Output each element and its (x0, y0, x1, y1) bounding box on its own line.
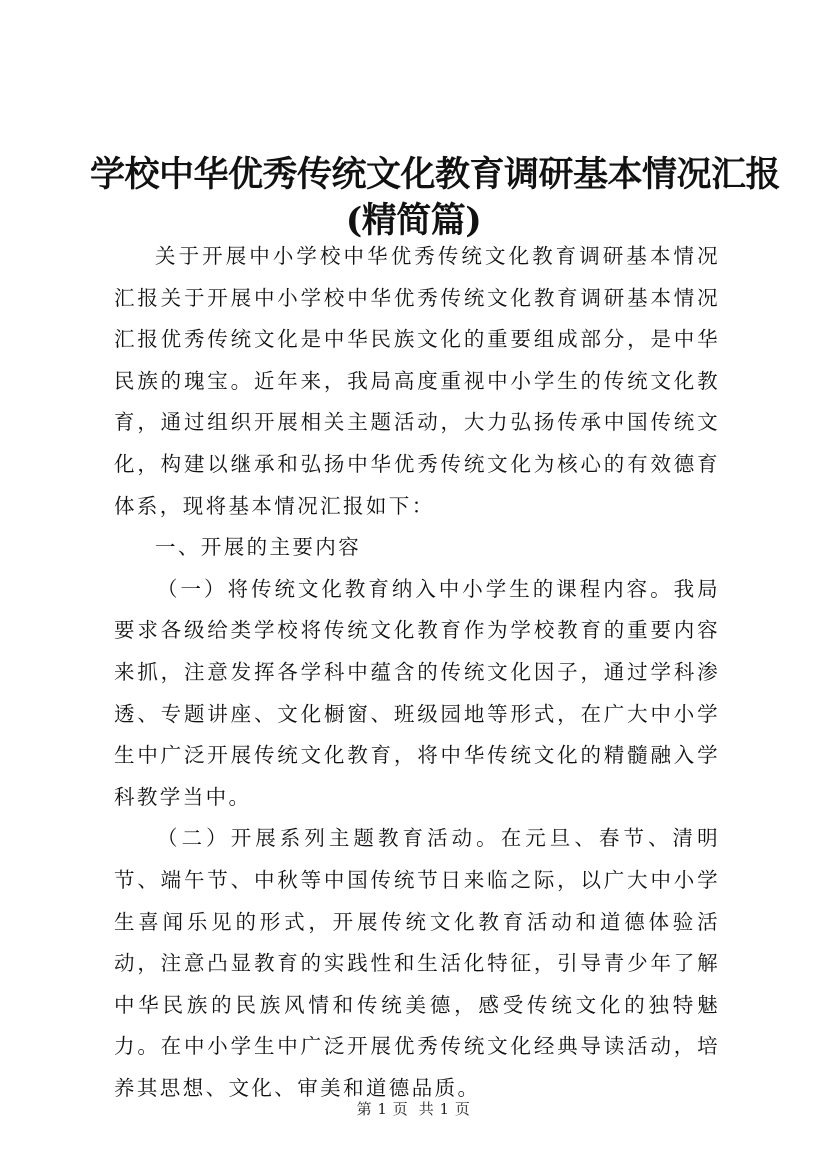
document-title-line2: (精简篇) (345, 200, 482, 241)
document-body (114, 236, 720, 1109)
document-title-line1: 学校中华优秀传统文化教育调研基本情况汇报 (90, 154, 781, 195)
paragraph-item-2: （二）开展系列主题教育活动。在元旦、春节、清明节、端午节、中秋等中国传统节日来临之际，以广大中小学生喜闻乐见的形式，开展传统文化教育活动和道德体验活动，注意凸显教育的实践性和生活化特征，引导青少年了解中华民族的民族风情和传统美德，感受传统文化的独特魅力。在中小学生中广泛开展优秀传统文化经典导读活动，培养其思想、文化、审美和道德品质。 (114, 826, 720, 1100)
section-heading: 一、开展的主要内容 (155, 535, 362, 560)
paragraph-item-1: （一）将传统文化教育纳入中小学生的课程内容。我局要求各级给类学校将传统文化教育作为学校教育的重要内容来抓，注意发挥各学科中蕴含的传统文化因子，通过学科渗透、专题讲座、文化橱窗、班级园地等形式，在广大中小学生中广泛开展传统文化教育，将中华传统文化的精髓融入学科教学当中。 (114, 576, 720, 809)
paragraph-intro: 关于开展中小学校中华优秀传统文化教育调研基本情况汇报关于开展中小学校中华优秀传统文化教育调研基本情况汇报优秀传统文化是中华民族文化的重要组成部分，是中华民族的瑰宝。近年来，我局高度重视中小学生的传统文化教育，通过组织开展相关主题活动，大力弘扬传承中国传统文化，构建以继承和弘扬中华优秀传统文化为核心的有效德育体系，现将基本情况汇报如下： (114, 244, 720, 518)
page-footer (0, 1098, 827, 1119)
page-number: 第 1 页 共 1 页 (356, 1100, 471, 1118)
